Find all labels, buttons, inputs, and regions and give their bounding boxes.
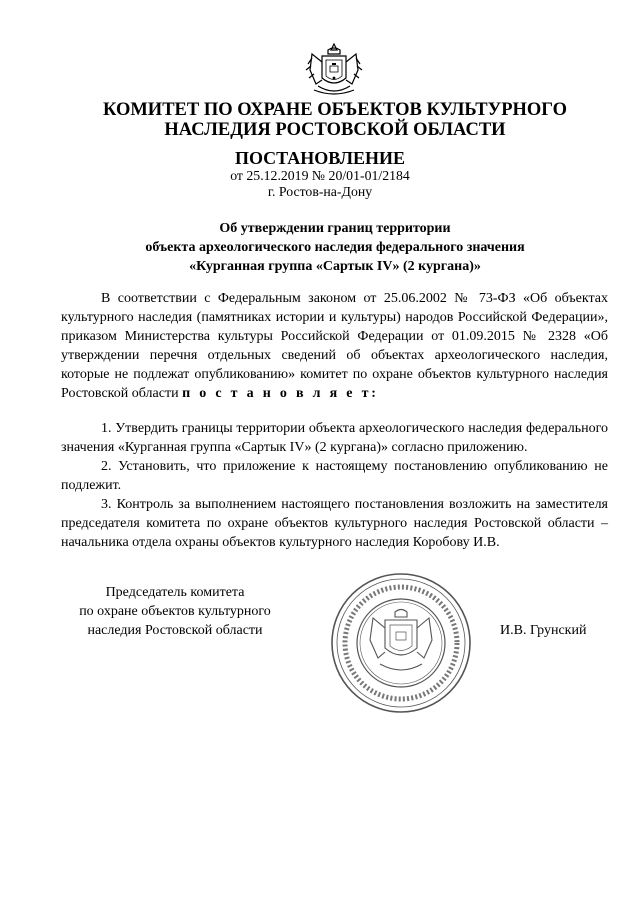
- signer-name: И.В. Грунский: [500, 623, 587, 638]
- document-meta: [0, 168, 640, 200]
- org-name-line-2: НАСЛЕДИЯ РОСТОВСКОЙ ОБЛАСТИ: [164, 120, 506, 140]
- item-3: 3. Контроль за выполнением настоящего постановления возложить на заместителя председателя комитета по охране объектов культурного наследия Ростовской области – начальника отдела охраны объектов культурного наследия Коробову И.В.: [61, 497, 608, 550]
- item-2: 2. Установить, что приложение к настоящему постановлению опубликованию не подлежит.: [61, 459, 608, 493]
- document-body: [61, 289, 608, 552]
- document-number-date: от 25.12.2019 № 20/01-01/2184: [230, 168, 410, 183]
- signer-position-line-3: наследия Ростовской области: [87, 623, 263, 638]
- signer-position-line-2: по охране объектов культурного: [79, 604, 271, 619]
- subject-line-3: «Курганная группа «Сартык IV» (2 кургана)»: [189, 259, 481, 274]
- preamble-paragraph: [61, 289, 608, 403]
- document-place: г. Ростов-на-Дону: [267, 184, 373, 199]
- coat-of-arms-icon: [302, 40, 366, 98]
- subject-line-2: объекта археологического наследия федерального значения: [145, 240, 525, 255]
- item-1: 1. Утвердить границы территории объекта археологического наследия федерального значения «Курганная группа «Сартык IV» (2 кургана)» согласно приложению.: [61, 421, 608, 455]
- signer-position-line-1: Председатель комитета: [105, 585, 245, 600]
- preamble-text: В соответствии с Федеральным законом от 25.06.2002 № 73-ФЗ «Об объектах культурного наследия (памятниках истории и культуры) народов Российской Федерации», приказом Министерства культуры Российской Федерации от 01.09.2015 № 2328 «Об утверждении перечня отдельных сведений об объектах археологического наследия, которые не подлежат опубликованию» комитет по охране объектов культурного наследия Ростовской области: [61, 291, 608, 401]
- org-name-line-1: КОМИТЕТ ПО ОХРАНЕ ОБЪЕКТОВ КУЛЬТУРНОГО: [103, 100, 567, 120]
- organization-header: [40, 100, 630, 140]
- official-seal-icon: [330, 572, 472, 714]
- subject-line-1: Об утверждении границ территории: [219, 221, 451, 236]
- resolves-text: п о с т а н о в л я е т:: [182, 386, 379, 401]
- document-title: ПОСТАНОВЛЕНИЕ: [234, 148, 406, 168]
- document-subject: [40, 219, 630, 276]
- signer-position: [60, 583, 290, 640]
